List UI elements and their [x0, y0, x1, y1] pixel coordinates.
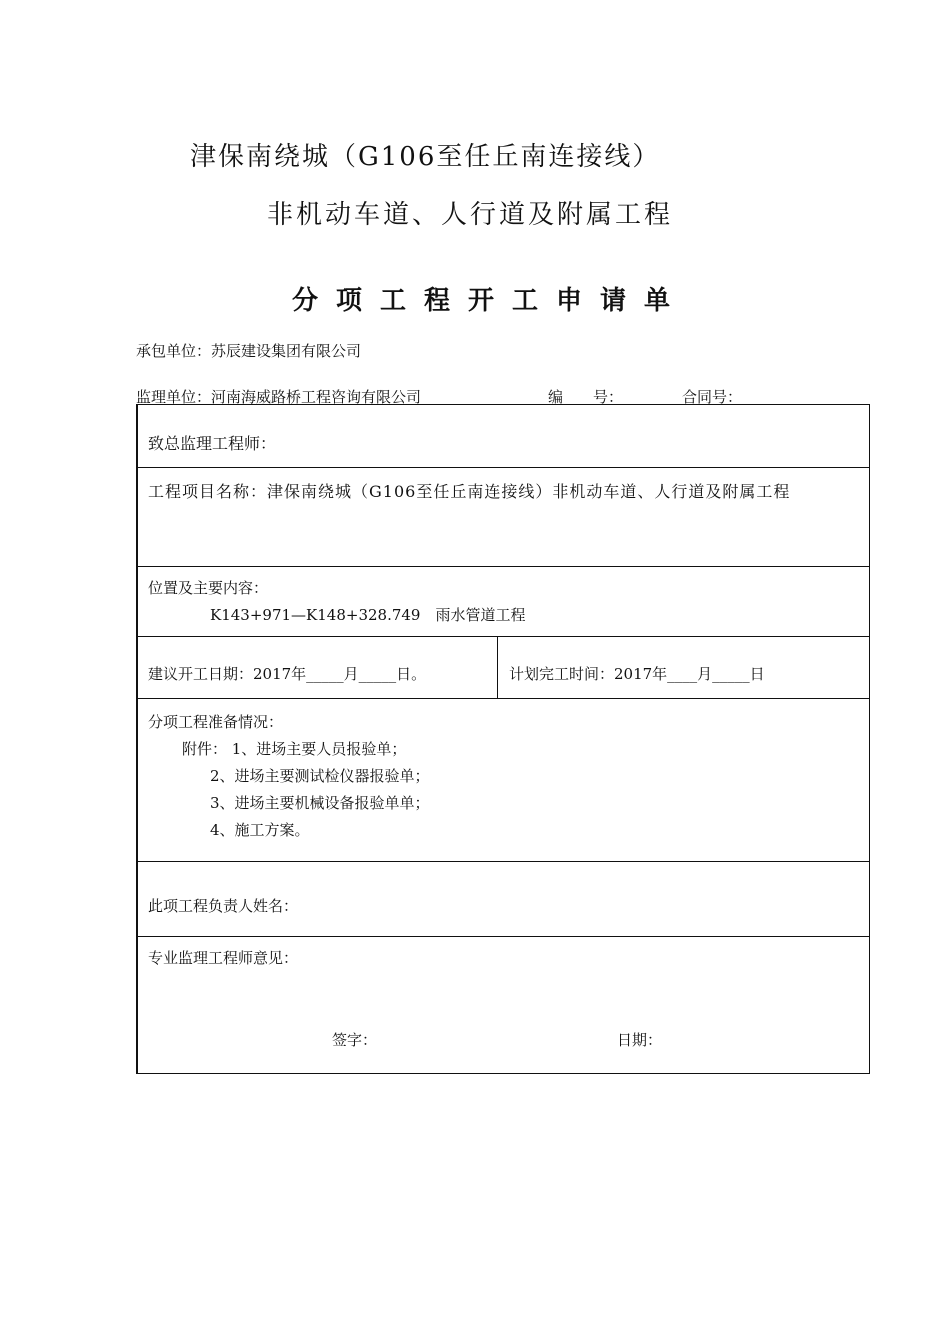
row-project-name: [138, 467, 869, 567]
row-location: [138, 566, 869, 637]
row-preparation: [138, 698, 869, 862]
supervisor-unit: 监理单位：河南海威路桥工程咨询有限公司: [136, 388, 422, 406]
signature-label: 签字：: [332, 1031, 378, 1049]
attachment-item: 2、进场主要测试检仪器报验单；: [210, 767, 430, 785]
document-title-line2: 非机动车道、人行道及附属工程: [267, 200, 674, 230]
date-label: 日期：: [617, 1031, 663, 1049]
attachment-item: 附件： 1、进场主要人员报验单；: [182, 740, 407, 758]
responsible-person-label: 此项工程负责人姓名：: [148, 897, 299, 915]
location-label: 位置及主要内容：: [148, 579, 269, 597]
addressee-label: 致总监理工程师：: [148, 434, 277, 453]
row-engineer-opinion: [138, 936, 869, 1074]
document-title-line1: 津保南绕城（G106至任丘南连接线）: [190, 142, 661, 172]
location-value: K143+971—K148+328.749 雨水管道工程: [210, 606, 526, 624]
form-title: 分项工程开工申请单: [291, 286, 688, 316]
project-name: 工程项目名称：津保南绕城（G106至任丘南连接线）非机动车道、人行道及附属工程: [148, 482, 791, 501]
row-addressee: [138, 405, 869, 467]
contractor-unit: 承包单位：苏辰建设集团有限公司: [136, 342, 362, 360]
proposed-start-date: 建议开工日期：2017年_____月_____日。: [148, 665, 427, 683]
contract-label: 合同号：: [682, 388, 743, 406]
engineer-opinion-label: 专业监理工程师意见：: [148, 949, 299, 967]
attachment-item: 3、进场主要机械设备报验单单；: [210, 794, 430, 812]
dates-divider: [497, 637, 498, 699]
planned-completion-date: 计划完工时间：2017年____月_____日: [509, 665, 765, 683]
number-label: 编 号：: [548, 388, 624, 406]
application-form-table: [136, 404, 870, 1074]
attachment-item: 4、施工方案。: [210, 821, 310, 839]
row-responsible-person: [138, 861, 869, 937]
row-dates: [138, 636, 869, 699]
preparation-label: 分项工程准备情况：: [148, 713, 284, 731]
